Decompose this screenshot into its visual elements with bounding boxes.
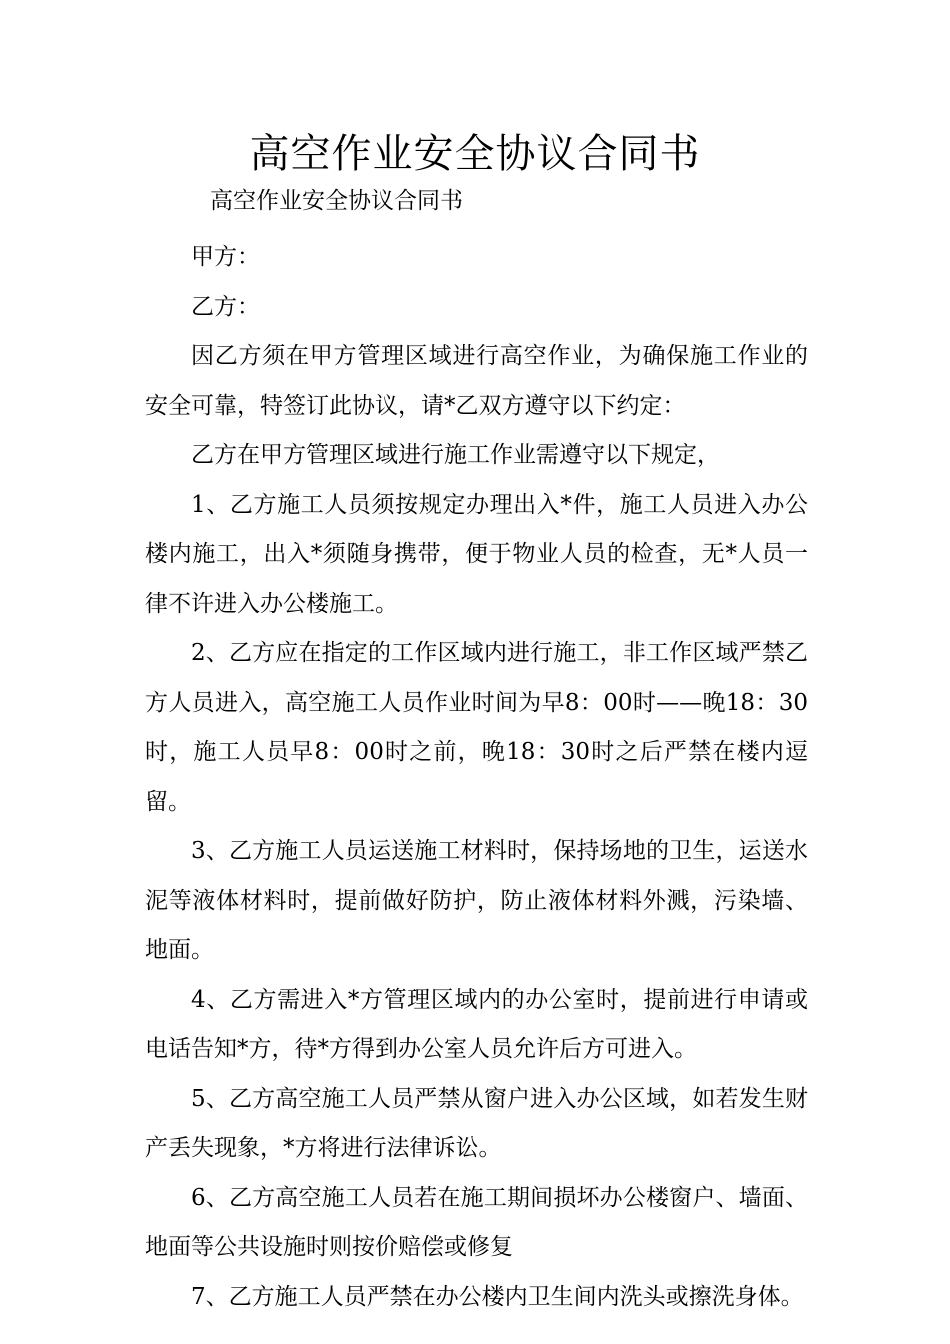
paragraph-clause-7: 7、乙方施工人员严禁在办公楼内卫生间内洗头或擦洗身体。 — [191, 1283, 804, 1310]
paragraph-intro: 因乙方须在甲方管理区域进行高空作业，为确保施工作业的安全可靠，特签订此协议，请*乙双方遵守以下约定： — [145, 343, 808, 419]
document-body — [145, 233, 808, 1322]
paragraph-clause-6: 6、乙方高空施工人员若在施工期间损坏办公楼窗户、墙面、地面等公共设施时则按价赔偿或修复 — [145, 1184, 808, 1260]
paragraph-clause-5: 5、乙方高空施工人员严禁从窗户进入办公区域，如若发生财产丢失现象，*方将进行法律诉讼。 — [145, 1085, 808, 1161]
paragraph-clause-1: 1、乙方施工人员须按规定办理出入*件，施工人员进入办公楼内施工，出入*须随身携带，便于物业人员的检查，无*人员一律不许进入办公楼施工。 — [145, 491, 808, 617]
document-title: 高空作业安全协议合同书 — [249, 131, 701, 177]
paragraph-clause-3: 3、乙方施工人员运送施工材料时，保持场地的卫生，运送水泥等液体材料时，提前做好防护，防止液体材料外溅，污染墙、地面。 — [145, 838, 808, 963]
document-subtitle: 高空作业安全协议合同书 — [210, 188, 463, 214]
paragraph-clause-2: 2、乙方应在指定的工作区域内进行施工，非工作区域严禁乙方人员进入，高空施工人员作业时间为早8：00时——晚18：30时，施工人员早8：00时之前，晚18：30时之后严禁在楼内逗留。 — [145, 640, 808, 815]
party-a-line: 甲方： — [191, 244, 260, 270]
paragraph-clause-4: 4、乙方需进入*方管理区域内的办公室时，提前进行申请或电话告知*方，待*方得到办公室人员允许后方可进入。 — [145, 986, 808, 1062]
paragraph-rules-lead: 乙方在甲方管理区域进行施工作业需遵守以下规定， — [191, 442, 720, 468]
party-b-line: 乙方： — [191, 293, 260, 320]
